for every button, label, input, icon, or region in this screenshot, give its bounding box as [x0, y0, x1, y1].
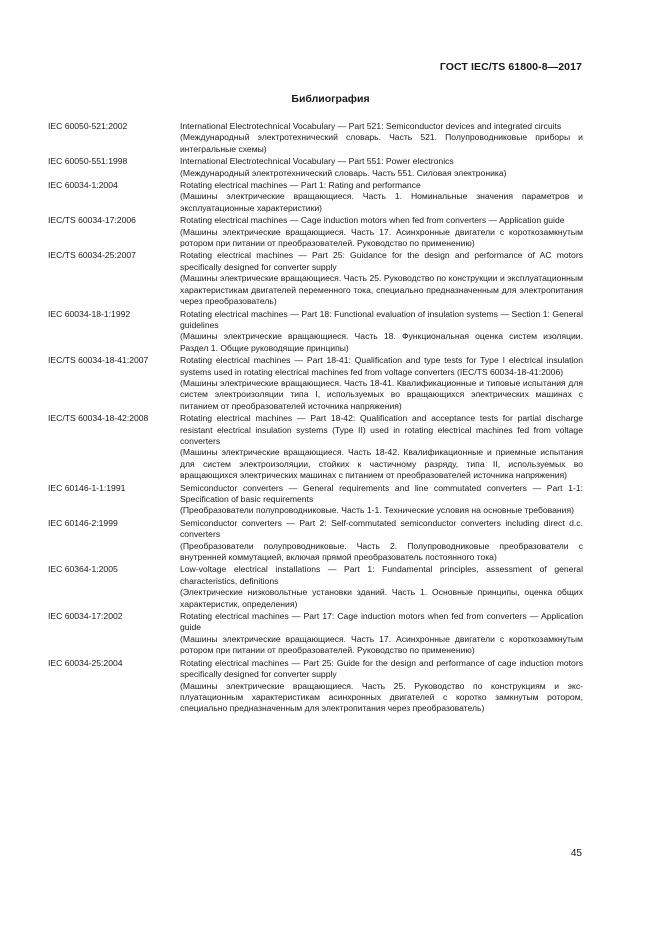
standard-code: IEC 60034-1:2004: [48, 180, 118, 191]
russian-title: (Электрические низковольтные установки зданий. Часть 1. Основные принципы, оценка общих характеристик, определения): [180, 587, 583, 609]
page-number: 45: [570, 848, 582, 859]
russian-title: (Машины электрические вращающиеся. Часть 1. Номинальные значения параметров и эксплуатационные характеристики): [180, 191, 583, 213]
standard-code: IEC 60364-1:2005: [48, 564, 118, 575]
english-title: Semiconductor converters — Part 2: Self-commutated semiconductor converters including direct d.c. converters: [180, 517, 583, 540]
bibliography-entry: [48, 611, 583, 657]
bibliography-entry: [48, 156, 583, 179]
document-number: ГОСТ IEC/TS 61800-8—2017: [439, 61, 582, 73]
standard-code: IEC 60034-17:2002: [48, 611, 123, 622]
russian-title: (Машины электрические вращающиеся. Часть 25. Руководство по конструкции и эксплуатационным характеристикам двигателей переменного тока, специально предназначенным для электропитания через преобразователь): [180, 273, 583, 307]
russian-title: (Машины электрические вращающиеся. Часть 18. Функциональная оценка систем изоляции. Раздел 1. Общие руководящие принципы): [180, 331, 583, 353]
bibliography-entry: [48, 413, 583, 481]
russian-title: (Машины электрические вращающиеся. Часть 17. Асинхронные двигатели с короткозамкнутым ротором при питании от преобразователей. Руководство по применению): [180, 633, 583, 656]
english-title: Rotating electrical machines — Part 25: Guidance for the design and performance of AC motors specifically designed for converter supply: [180, 250, 583, 272]
standard-code: IEC/TS 60034-17:2006: [48, 215, 136, 226]
english-title: International Electrotechnical Vocabulary — Part 551: Power electronics: [180, 156, 454, 167]
russian-title: (Машины электрические вращающиеся. Часть 18-42. Квалификационные и приемные испытания для систем электроизоляции, стойких к частичному разряду, типа II, используемых во вращающихся электрических машинах с питанием от преобразователей источника напряжения): [180, 447, 583, 481]
english-title: Rotating electrical machines — Part 17: Cage induction motors when fed from converters — Application guide: [180, 611, 583, 633]
standard-code: IEC/TS 60034-25:2007: [48, 250, 136, 261]
english-title: Rotating electrical machines — Part 1: Rating and performance: [180, 180, 421, 191]
russian-title: (Международный электротехнический словарь. Часть 551. Силовая электроника): [180, 167, 507, 178]
standard-code: IEC 60050-521:2002: [48, 121, 128, 131]
standard-code: IEC/TS 60034-18-41:2007: [48, 355, 149, 366]
bibliography-entry: [48, 121, 583, 155]
bibliography-entry: [48, 355, 583, 412]
standard-code: IEC 60146-1-1:1991: [48, 482, 126, 493]
english-title: International Electrotechnical Vocabulary — Part 521: Semiconductor devices and integrated circuits: [180, 121, 562, 131]
bibliography-entry: [48, 483, 583, 517]
bibliography-entry: [48, 215, 583, 249]
bibliography-entry: [48, 658, 583, 715]
english-title: Low-voltage electrical installations — Part 1: Fundamental principles, assessment of general characteristics, definitions: [180, 564, 583, 586]
russian-title: (Преобразователи полупроводниковые. Часть 2. Полупроводниковые преобразователи с внутренней коммутацией, включая прямой преобразователь постоянного тока): [180, 540, 583, 563]
russian-title: (Машины электрические вращающиеся. Часть 17. Асинхронные двигатели с короткозамкнутым ротором при питании от преобразователей. Руководство по применению): [180, 226, 583, 249]
english-title: Rotating electrical machines — Part 18: Functional evaluation of insulation systems — Section 1: General guidelines: [180, 308, 583, 330]
page-title: Библиография: [291, 93, 370, 105]
bibliography-entry: [48, 250, 583, 307]
bibliography-entry: [48, 309, 583, 355]
standard-code: IEC 60146-2:1999: [48, 517, 118, 528]
standard-code: IEC 60050-551:1998: [48, 156, 128, 167]
english-title: Rotating electrical machines — Part 25: Guide for the design and performance of cage induction motors specifically designed for converter supply: [180, 657, 583, 680]
standard-code: IEC 60034-18-1:1992: [48, 308, 131, 319]
russian-title: (Машины электрические вращающиеся. Часть 18-41. Квалификационные и типовые испытания для систем электроизоляции типа I, используемых во вращающихся электрических машинах с питанием от преобразователей источника напряжения): [180, 377, 583, 411]
russian-title: (Машины электрические вращающиеся. Часть 25. Руководство по конструкциям и эксплуатационным характеристикам асинхронных двигателей с коротко замкнутым ротором, специально предназначенным для электропитания через преобразователь): [180, 680, 583, 714]
standard-code: IEC/TS 60034-18-42:2008: [48, 413, 149, 424]
bibliography-entry: [48, 564, 583, 610]
english-title: Rotating electrical machines — Part 18-42: Qualification and acceptance tests for partial discharge resistant electrical insulation systems (Type II) used in rotating electrical machines fed from voltage converters: [180, 413, 583, 446]
standard-code: IEC 60034-25:2004: [48, 657, 123, 668]
english-title: Semiconductor converters — General requirements and line commutated converters — Part 1-1: Specification of basic requirements: [180, 482, 583, 504]
russian-title: (Преобразователи полупроводниковые. Часть 1-1. Технические условия на основные требования): [180, 505, 574, 516]
bibliography-list: [48, 121, 583, 716]
english-title: Rotating electrical machines — Part 18-41: Qualification and type tests for Type I electrical insulation systems used in rotating electrical machines fed from voltage converters (IEC/TS 60034-18-41:2006): [180, 355, 583, 377]
bibliography-entry: [48, 180, 583, 214]
russian-title: (Международный электротехнический словарь. Часть 521. Полупроводниковые приборы и интегральные схемы): [180, 132, 583, 154]
english-title: Rotating electrical machines — Cage induction motors when fed from converters — Application guide: [180, 215, 565, 226]
bibliography-entry: [48, 518, 583, 564]
